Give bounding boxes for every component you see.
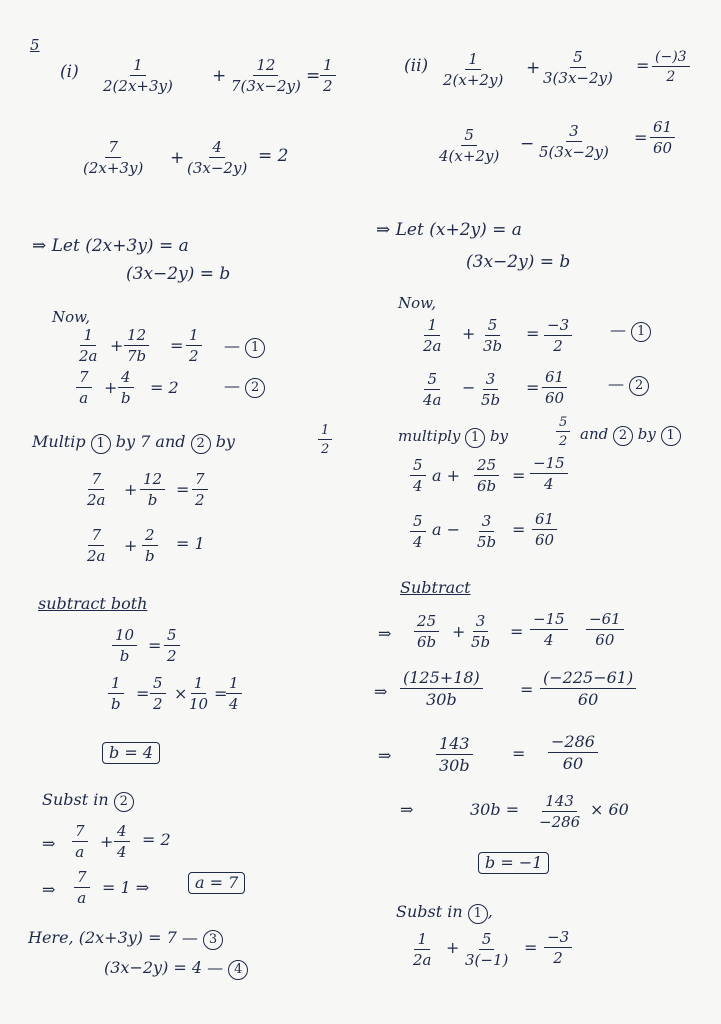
- p2-m2-a: a −: [432, 520, 461, 539]
- p1-r2-frac1: 1 b: [108, 676, 124, 712]
- p2-m1-a: a +: [432, 466, 461, 485]
- p1-s1-eq: =: [170, 336, 184, 355]
- p2-r1-frac1: 25 6b: [414, 614, 439, 650]
- part2-label: (ii): [404, 56, 429, 76]
- p2-sb1-frac2: 5 3(−1): [465, 930, 509, 969]
- p2-b-answer: b = −1: [478, 852, 549, 874]
- p1-sb1-pre: ⇒: [42, 834, 56, 853]
- p2-multiply-line: multiply 1 by: [398, 428, 508, 448]
- eq-ref-circle: 1: [661, 426, 681, 446]
- p2-s1-op: +: [462, 324, 476, 343]
- p2-s1-eq: =: [526, 324, 540, 343]
- p2-r1-frac2: 3 5b: [471, 612, 491, 651]
- p1-sb2-rhs: = 1 ⇒: [102, 878, 150, 897]
- p1-m2-frac1: 7 2a: [87, 526, 106, 565]
- eq-ref-circle: 2: [245, 378, 265, 398]
- p1-eq2-op: +: [170, 148, 185, 168]
- p2-s2-eq: =: [526, 378, 540, 397]
- p2-m2-frac2: 3 5b: [477, 512, 497, 551]
- p1-eq1-frac2: 12 7(3x−2y): [231, 56, 301, 95]
- p2-sb1-frac1: 1 2a: [413, 930, 432, 969]
- p2-r1-frac3: −15 4: [530, 612, 568, 648]
- p1-eq2-rhs: = 2: [258, 146, 289, 166]
- p2-r1-frac4: −61 60: [586, 612, 624, 648]
- eq-ref-circle: 1: [631, 322, 651, 342]
- eq-ref-circle: 2: [114, 792, 134, 812]
- p1-m1-frac3: 7 2: [192, 472, 208, 508]
- p1-eq1-frac3: 1 2: [320, 58, 336, 94]
- p2-eq2-frac2: 3 5(3x−2y): [539, 122, 609, 161]
- p2-multiply-frac: 5 2: [556, 416, 570, 448]
- eq-ref-circle: 3: [203, 930, 223, 950]
- p2-m2-frac1: 5 4: [410, 514, 426, 550]
- p2-r1-eq: =: [510, 622, 524, 641]
- p2-r4-times: × 60: [590, 800, 629, 819]
- p1-now: Now,: [52, 308, 90, 326]
- p1-sb1-frac1: 7 a: [72, 824, 88, 860]
- p2-r2-frac1: (125+18) 30b: [400, 670, 483, 708]
- p2-sb1-op: +: [446, 938, 460, 957]
- p2-r1-pre: ⇒: [378, 624, 392, 643]
- p1-m2-frac2: 2 b: [142, 528, 158, 564]
- p2-now: Now,: [398, 294, 436, 312]
- p2-r4-lhs: 30b =: [470, 800, 520, 819]
- p2-s2-frac2: 3 5b: [481, 370, 501, 409]
- p2-m2-eq: =: [512, 520, 526, 539]
- p2-r3-frac2: −286 60: [548, 734, 598, 772]
- p1-sb1-rhs: = 2: [142, 830, 171, 849]
- question-number: 5: [30, 36, 40, 54]
- p1-r2-times: ×: [174, 684, 188, 703]
- p1-multiply-line: Multip 1 by 7 and 2 by: [32, 434, 235, 454]
- p2-r3-pre: ⇒: [378, 746, 392, 765]
- p1-s2-frac1: 7 a: [76, 370, 92, 406]
- part1-label: (i): [60, 62, 79, 82]
- p1-sb1-frac2: 4 4: [114, 824, 130, 860]
- eq-ref-circle: 1: [245, 338, 265, 358]
- p1-m1-op: +: [124, 480, 138, 499]
- eq-ref-circle: 2: [191, 434, 211, 454]
- eq-ref-circle: 2: [613, 426, 633, 446]
- p1-r1-frac1: 10 b: [112, 628, 137, 664]
- p2-eq2-frac1: 5 4(x+2y): [439, 126, 500, 165]
- p2-eq1-op: +: [526, 58, 541, 78]
- p1-let-b: (3x−2y) = b: [126, 264, 231, 284]
- p2-m1-frac1: 5 4: [410, 458, 426, 494]
- p1-s2-op: +: [104, 378, 118, 397]
- eq-ref-circle: 1: [91, 434, 111, 454]
- p2-s2-frac3: 61 60: [542, 370, 567, 406]
- p1-s1-frac1: 1 2a: [79, 326, 98, 365]
- p2-multiply-line2: and 2 by 1: [580, 426, 681, 446]
- p2-m2-frac3: 61 60: [532, 512, 557, 548]
- p2-m1-frac2: 25 6b: [474, 458, 499, 494]
- p1-r2-frac3: 1 10: [189, 674, 209, 713]
- p2-eq1-frac3: (−)3 2: [652, 50, 690, 84]
- p2-s2-op: −: [462, 378, 476, 397]
- eq-ref-circle: 1: [465, 428, 485, 448]
- p2-subst-line: Subst in 1 ,: [396, 904, 493, 924]
- eq-ref-circle: 2: [629, 376, 649, 396]
- p2-r4-pre: ⇒: [400, 800, 414, 819]
- p2-s1-frac3: −3 2: [544, 318, 572, 354]
- p2-s2-tag: — 2: [608, 376, 649, 396]
- p2-eq1-frac1: 1 2(x+2y): [443, 50, 504, 89]
- p2-s2-frac1: 5 4a: [423, 370, 442, 409]
- p1-sb2-pre: ⇒: [42, 880, 56, 899]
- eq-ref-circle: 4: [228, 960, 248, 980]
- p1-r2-eq2: =: [214, 684, 228, 703]
- p2-m1-frac3: −15 4: [530, 456, 568, 492]
- p2-r2-eq: =: [520, 680, 534, 699]
- eq-ref-circle: 1: [468, 904, 488, 924]
- p1-eq1-op: +: [212, 66, 227, 86]
- p1-sb1-op: +: [100, 832, 114, 851]
- p2-r1-op: +: [452, 622, 466, 641]
- p1-r2-frac2: 5 2: [150, 676, 166, 712]
- p1-multiply-frac: 1 2: [318, 424, 332, 456]
- p1-eq1-frac1: 1 2(2x+3y): [103, 56, 173, 95]
- p2-eq1-eq: =: [636, 56, 650, 75]
- p1-s2-tag: — 2: [224, 378, 265, 398]
- p1-let-a: ⇒ Let (2x+3y) = a: [32, 236, 189, 256]
- p1-s2-rhs: = 2: [150, 378, 179, 397]
- p2-r3-eq: =: [512, 744, 526, 763]
- p2-eq1-frac2: 5 3(3x−2y): [543, 48, 613, 87]
- p1-s1-frac2: 12 7b: [124, 328, 149, 364]
- p2-let-a: ⇒ Let (x+2y) = a: [376, 220, 522, 240]
- p2-r3-frac1: 143 30b: [436, 736, 473, 774]
- p2-r2-frac2: (−225−61) 60: [540, 670, 636, 708]
- p1-r2-eq: =: [136, 684, 150, 703]
- p2-s1-tag: — 1: [610, 322, 651, 342]
- p2-r4-frac: 143 −286: [539, 792, 581, 831]
- p1-b-answer: b = 4: [102, 742, 160, 764]
- p1-r2-frac4: 1 4: [226, 676, 242, 712]
- p1-here-line1: Here, (2x+3y) = 7 — 3: [28, 930, 223, 950]
- p1-s2-frac2: 4 b: [118, 370, 134, 406]
- p1-s1-tag: — 1: [224, 338, 265, 358]
- p1-subst-line: Subst in 2: [42, 792, 134, 812]
- p1-here-line2: (3x−2y) = 4 — 4: [104, 960, 248, 980]
- p1-eq2-frac2: 4 (3x−2y): [187, 138, 248, 177]
- p1-a-answer: a = 7: [188, 872, 245, 894]
- p2-eq2-op: −: [520, 134, 535, 154]
- p2-r2-pre: ⇒: [374, 682, 388, 701]
- p1-r1-frac2: 5 2: [164, 628, 180, 664]
- p1-sb2-frac1: 7 a: [74, 870, 90, 906]
- p1-m1-frac1: 7 2a: [87, 470, 106, 509]
- p1-s1-frac3: 1 2: [186, 328, 202, 364]
- p1-r1-eq: =: [148, 636, 162, 655]
- p1-m1-eq: =: [176, 480, 190, 499]
- p1-subtract-both: subtract both: [38, 594, 148, 613]
- p2-subtract: Subtract: [400, 578, 471, 597]
- p2-m1-eq: =: [512, 466, 526, 485]
- p1-m2-rhs: = 1: [176, 534, 205, 553]
- p2-eq2-eq: =: [634, 128, 648, 147]
- p1-s1-op: +: [110, 336, 124, 355]
- p1-m2-op: +: [124, 536, 138, 555]
- p1-eq2-frac1: 7 (2x+3y): [83, 138, 144, 177]
- p2-s1-frac1: 1 2a: [423, 316, 442, 355]
- p2-eq2-frac3: 61 60: [650, 120, 675, 156]
- p2-sb1-frac3: −3 2: [544, 930, 572, 966]
- p1-eq1-eq: =: [306, 66, 321, 86]
- p1-m1-frac2: 12 b: [140, 472, 165, 508]
- p2-sb1-eq: =: [524, 938, 538, 957]
- p2-s1-frac2: 5 3b: [483, 316, 503, 355]
- p2-let-b: (3x−2y) = b: [466, 252, 571, 272]
